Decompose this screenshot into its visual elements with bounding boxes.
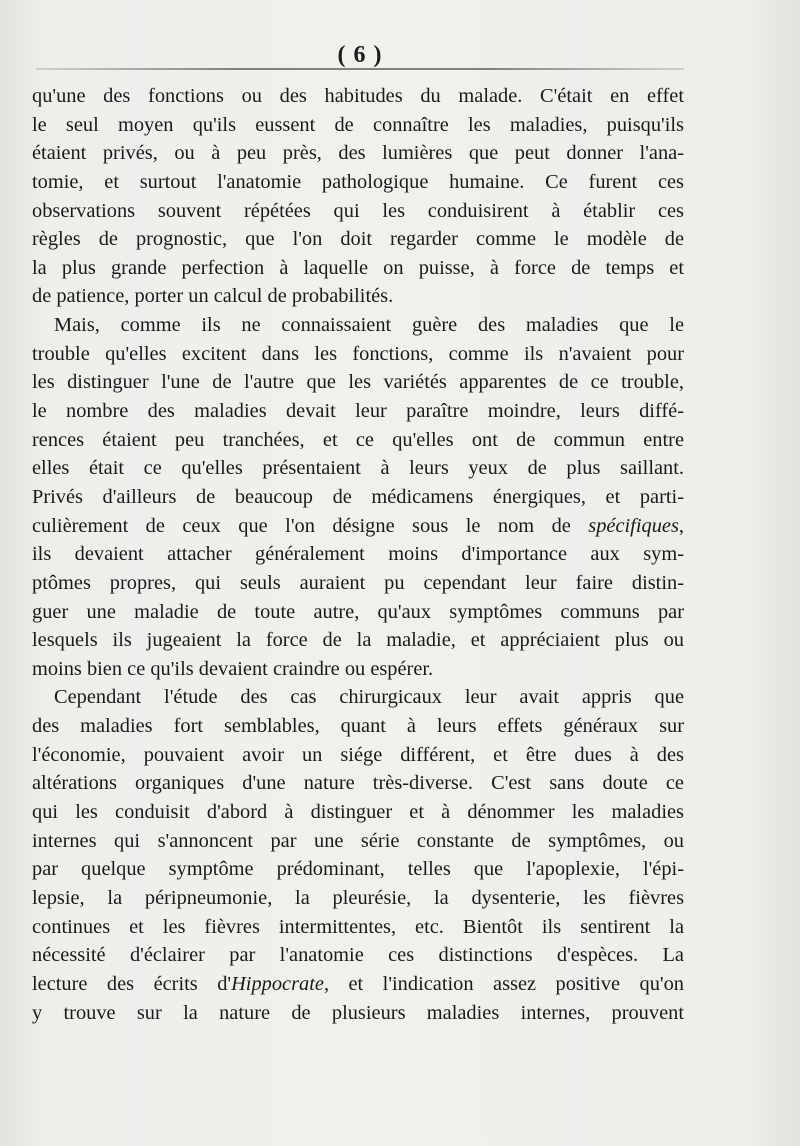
paragraph-2 bbox=[32, 311, 684, 683]
text-line: étaient privés, ou à peu près, des lumières que peut donner l'ana- bbox=[32, 142, 684, 165]
text-line: ils devaient attacher généralement moins d'importance aux sym- bbox=[32, 543, 684, 566]
text-line: culièrement de ceux que l'on désigne sous le nom de spécifiques, bbox=[32, 514, 684, 537]
text-line: de patience, porter un calcul de probabilités. bbox=[32, 285, 394, 308]
text-line: guer une maladie de toute autre, qu'aux symptômes communs par bbox=[32, 600, 684, 623]
text-line: par quelque symptôme prédominant, telles que l'apoplexie, l'épi- bbox=[32, 858, 684, 881]
text-line: Cependant l'étude des cas chirurgicaux leur avait appris que bbox=[54, 686, 684, 709]
text-line: tomie, et surtout l'anatomie pathologique humaine. Ce furent ces bbox=[32, 170, 684, 193]
text-line: altérations organiques d'une nature très-diverse. C'est sans doute ce bbox=[32, 772, 684, 795]
page-number: ( 6 ) bbox=[337, 42, 383, 68]
text-line: Mais, comme ils ne connaissaient guère des maladies que le bbox=[54, 314, 684, 337]
text-line: l'économie, pouvaient avoir un siége différent, et être dues à des bbox=[32, 743, 684, 766]
text-line: internes qui s'annoncent par une série constante de symptômes, ou bbox=[32, 829, 684, 852]
text-line: la plus grande perfection à laquelle on puisse, à force de temps et bbox=[32, 256, 684, 279]
text-line: elles était ce qu'elles présentaient à leurs yeux de plus saillant. bbox=[32, 457, 684, 480]
text-line: les distinguer l'une de l'autre que les variétés apparentes de ce trouble, bbox=[32, 371, 684, 394]
text-body bbox=[32, 82, 684, 1027]
text-line: lepsie, la péripneumonie, la pleurésie, la dysenterie, les fièvres bbox=[32, 886, 684, 909]
text-line: moins bien ce qu'ils devaient craindre ou espérer. bbox=[32, 657, 434, 680]
paragraph-3 bbox=[32, 683, 684, 1027]
text-line: continues et les fièvres intermittentes, etc. Bientôt ils sentirent la bbox=[32, 915, 684, 938]
text-line: nécessité d'éclairer par l'anatomie ces distinctions d'espèces. La bbox=[32, 944, 684, 967]
text-line: lecture des écrits d'Hippocrate, et l'indication assez positive qu'on bbox=[32, 972, 684, 995]
text-line: qu'une des fonctions ou des habitudes du malade. C'était en effet bbox=[32, 85, 684, 107]
text-line: le seul moyen qu'ils eussent de connaître les maladies, puisqu'ils bbox=[32, 113, 684, 136]
text-line: règles de prognostic, que l'on doit regarder comme le modèle de bbox=[32, 228, 684, 251]
header-rule bbox=[36, 68, 684, 70]
text-line: des maladies fort semblables, quant à leurs effets généraux sur bbox=[32, 715, 684, 738]
text-line: observations souvent répétées qui les conduisirent à établir ces bbox=[32, 199, 684, 222]
paragraph-1 bbox=[32, 82, 684, 311]
text-line: qui les conduisit d'abord à distinguer et à dénommer les maladies bbox=[32, 801, 684, 824]
text-line: rences étaient peu tranchées, et ce qu'elles ont de commun entre bbox=[32, 428, 684, 451]
text-line: le nombre des maladies devait leur paraître moindre, leurs diffé- bbox=[32, 400, 684, 423]
text-line: trouble qu'elles excitent dans les fonctions, comme ils n'avaient pour bbox=[32, 342, 684, 365]
text-line: Privés d'ailleurs de beaucoup de médicamens énergiques, et parti- bbox=[32, 485, 684, 508]
text-line: y trouve sur la nature de plusieurs maladies internes, prouvent bbox=[32, 1001, 684, 1024]
text-line: lesquels ils jugeaient la force de la maladie, et appréciaient plus ou bbox=[32, 629, 684, 652]
text-line: ptômes propres, qui seuls auraient pu cependant leur faire distin- bbox=[32, 571, 684, 594]
